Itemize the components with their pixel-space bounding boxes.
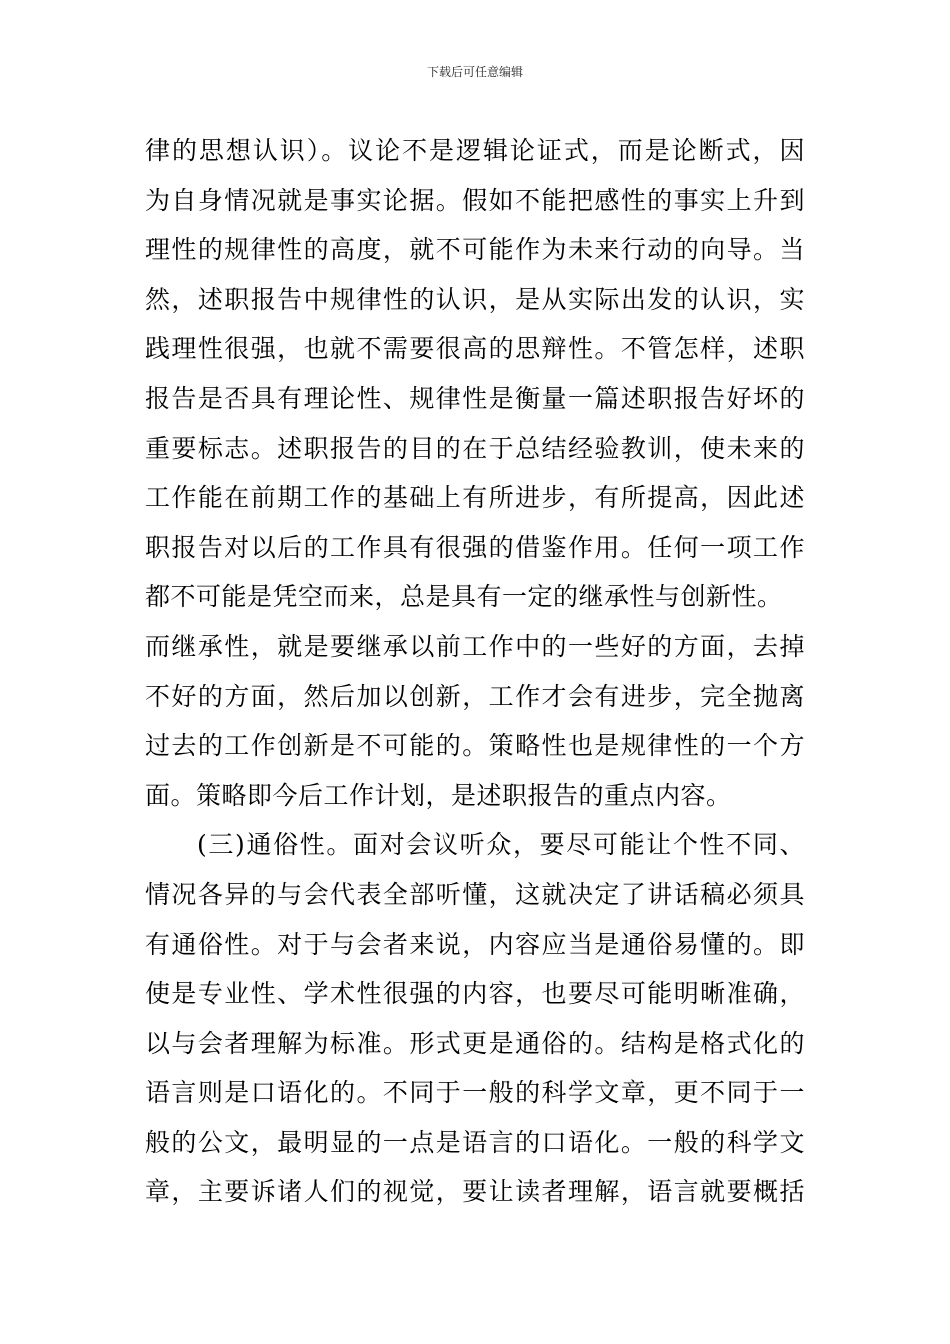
text-line: (三)通俗性。面对会议听众，要尽可能让个性不同、 xyxy=(197,830,805,860)
text-line: 过去的工作创新是不可能的。策略性也是规律性的一个方 xyxy=(145,731,805,761)
text-line: 有通俗性。对于与会者来说，内容应当是通俗易懂的。即 xyxy=(145,929,805,959)
text-line: 重要标志。述职报告的目的在于总结经验教训，使未来的 xyxy=(145,433,805,463)
text-line: 都不可能是凭空而来，总是具有一定的继承性与创新性。 xyxy=(145,582,783,612)
text-line: 般的公文，最明显的一点是语言的口语化。一般的科学文 xyxy=(145,1127,805,1157)
text-line: 律的思想认识）。议论不是逻辑论证式，而是论断式，因 xyxy=(145,136,805,165)
text-line: 不好的方面，然后加以创新，工作才会有进步，完全抛离 xyxy=(145,681,805,711)
text-line: 语言则是口语化的。不同于一般的科学文章，更不同于一 xyxy=(145,1078,805,1108)
text-line: 为自身情况就是事实论据。假如不能把感性的事实上升到 xyxy=(145,185,805,215)
text-line: 理性的规律性的高度，就不可能作为未来行动的向导。当 xyxy=(145,235,805,265)
text-line: 面。策略即今后工作计划，是述职报告的重点内容。 xyxy=(145,780,732,810)
document-body xyxy=(145,126,805,1217)
text-line: 然，述职报告中规律性的认识，是从实际出发的认识，实 xyxy=(145,284,805,314)
text-line: 以与会者理解为标准。形式更是通俗的。结构是格式化的 xyxy=(145,1028,805,1058)
text-line: 情况各异的与会代表全部听懂，这就决定了讲话稿必须具 xyxy=(145,879,805,909)
text-line: 工作能在前期工作的基础上有所进步，有所提高，因此述 xyxy=(145,483,805,513)
text-line: 践理性很强，也就不需要很高的思辩性。不管怎样，述职 xyxy=(145,334,805,364)
text-line: 使是专业性、学术性很强的内容，也要尽可能明晰准确， xyxy=(145,979,805,1009)
text-line: 章，主要诉诸人们的视觉，要让读者理解，语言就要概括 xyxy=(145,1177,805,1207)
text-line: 职报告对以后的工作具有很强的借鉴作用。任何一项工作 xyxy=(145,532,805,562)
text-line: 而继承性，就是要继承以前工作中的一些好的方面，去掉 xyxy=(145,631,805,661)
paragraph-1 xyxy=(145,126,805,820)
text-line: 报告是否具有理论性、规律性是衡量一篇述职报告好坏的 xyxy=(145,383,805,413)
paragraph-2 xyxy=(145,820,805,1217)
page-header: 下载后可任意编辑 xyxy=(426,65,523,79)
